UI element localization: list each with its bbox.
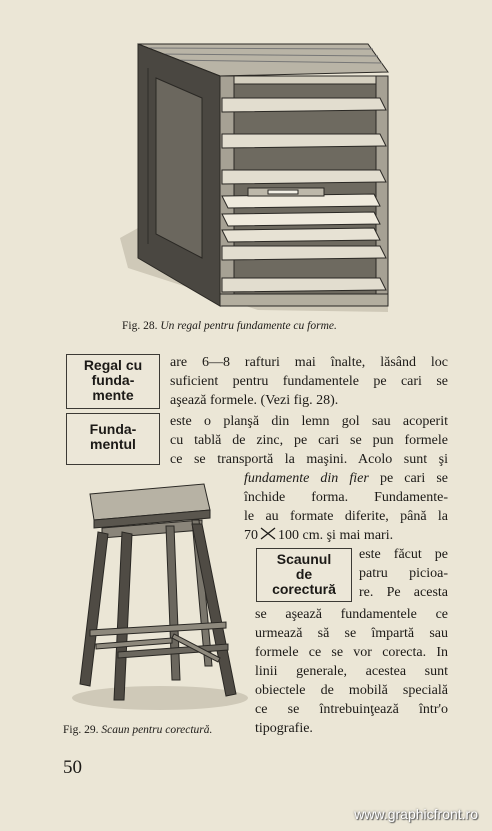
- text-line: ce se transportă la maşini. Acolo sunt şi: [170, 452, 448, 467]
- cabinet-illustration: [118, 38, 398, 316]
- text-line: se aşează fundamentele ce: [255, 607, 448, 622]
- text-line: suficient pentru fundamentele pe cari se: [170, 374, 448, 389]
- text-line: le au formate diferite, până la: [244, 509, 448, 524]
- fig29-caption-number: Fig. 29.: [63, 724, 99, 736]
- fig28-caption-text: Un regal pentru fundamente cu forme.: [160, 320, 337, 332]
- text-line: re. Pe acesta: [359, 585, 448, 600]
- text-line: tipografie.: [255, 721, 313, 736]
- text-italic-fundamente-din-fier: fundamente din fier: [244, 471, 369, 486]
- dimension-rest: 100 cm. şi mai mari.: [278, 528, 394, 543]
- heading-regal-line1: Regal cu: [83, 357, 143, 373]
- text-line: este făcut pe: [359, 547, 448, 562]
- multiply-icon: [260, 527, 276, 540]
- text-line: închide forma. Fundamente-: [244, 490, 448, 505]
- text-line: ce se întrebuinţează într'o: [255, 702, 448, 717]
- text-line-rest: pe cari se: [368, 471, 448, 486]
- heading-box-scaunul: [256, 548, 352, 602]
- text-line: [244, 526, 414, 545]
- heading-fundamentul-line1: Funda-: [89, 421, 137, 437]
- text-line: patru picioa-: [359, 566, 448, 581]
- heading-regal-line2: funda-: [91, 372, 135, 388]
- text-line: obiectele de mobilă specială: [255, 683, 448, 698]
- fig29-caption-text: Scaun pentru corectură.: [101, 724, 213, 736]
- stool-illustration: [68, 480, 248, 716]
- page-number: 50: [63, 757, 82, 778]
- text-line: urmează să se împartă sau: [255, 626, 448, 641]
- dimension-70: 70: [244, 528, 258, 543]
- heading-scaunul-line2: de: [295, 566, 313, 582]
- fig28-caption-number: Fig. 28.: [122, 320, 158, 332]
- heading-fundamentul-line2: mentul: [90, 436, 136, 452]
- fig29-caption: [63, 724, 212, 736]
- heading-scaunul-line1: Scaunul: [276, 551, 332, 567]
- text-line: [244, 469, 448, 488]
- heading-box-regal: [66, 354, 160, 409]
- text-line: formele ce se vor corecta. In: [255, 645, 448, 660]
- text-line: linii generale, acestea sunt: [255, 664, 448, 679]
- heading-regal-line3: mente: [92, 387, 134, 403]
- watermark: www.graphicfront.ro: [354, 806, 478, 822]
- text-line: cu tablă de zinc, pe cari se pun formele: [170, 433, 448, 448]
- heading-scaunul-line3: corectură: [272, 581, 336, 597]
- text-line: aşează formele. (Vezi fig. 28).: [170, 393, 339, 408]
- heading-box-fundamentul: [66, 413, 160, 465]
- fig28-caption: [122, 320, 337, 332]
- text-line: este o planşă din lemn gol sau acoperit: [170, 414, 448, 429]
- text-line: are 6—8 rafturi mai înalte, lăsând loc: [170, 355, 448, 370]
